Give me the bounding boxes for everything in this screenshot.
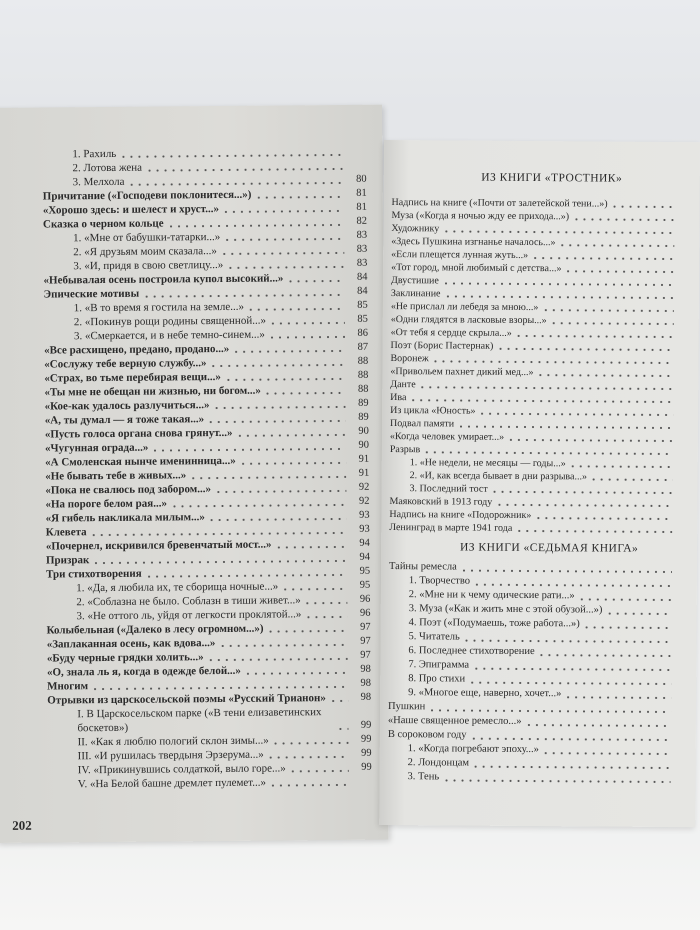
toc-entry-title: «Тот город, мной любимый с детства...» [391, 262, 562, 275]
dot-leader [423, 444, 673, 456]
dot-leader [443, 288, 673, 300]
left-book-page [0, 105, 388, 843]
dot-leader [442, 772, 670, 784]
toc-entry [390, 430, 676, 445]
dot-leader [495, 497, 672, 508]
toc-entry-title: «Пока не свалюсь под забором...» [45, 483, 212, 497]
dot-leader [478, 406, 673, 417]
dot-leader [472, 661, 671, 672]
toc-entry-title: «Хорошо здесь: и шелест и хруст...» [42, 203, 220, 217]
toc-entry [388, 686, 674, 702]
toc-entry-title: «Не бывать тебе в живых...» [45, 469, 187, 483]
toc-entry-title: 3. «Смеркается, и в небе темно-синем...» [73, 328, 265, 343]
toc-entry-title: Тайны ремесла [388, 561, 457, 573]
toc-entry-page: 81 [356, 201, 367, 213]
toc-entry-title: 3. Мелхола [72, 175, 125, 189]
dot-leader [224, 371, 346, 382]
toc-list-sedmaya-kniga [388, 560, 676, 786]
toc-entry-title: «Если плещется лунная жуть...» [391, 249, 529, 262]
toc-entry-title: «А Смоленская нынче именинница...» [45, 454, 236, 469]
toc-entry-page: 87 [357, 341, 369, 353]
dot-leader [428, 702, 671, 714]
dot-leader [473, 577, 672, 588]
dot-leader [538, 647, 672, 658]
dot-leader [336, 721, 348, 731]
toc-entry-title: 2. Лондонцам [407, 757, 470, 769]
toc-entry-title: 2. «Покинув рощи родины священной...» [73, 314, 266, 329]
toc-entry-page: 83 [356, 257, 368, 269]
toc-entry-page: 93 [359, 509, 370, 521]
toc-list-trostnik [389, 196, 677, 536]
toc-entry-page: 82 [356, 215, 368, 227]
toc-entry-title: Ленинград в марте 1941 года [389, 522, 513, 534]
toc-entry-page: 83 [356, 243, 368, 255]
dot-leader [304, 595, 348, 605]
toc-entry-page: 95 [359, 579, 371, 591]
dot-leader [611, 199, 675, 209]
toc-entry-title: «А, ты думал — я тоже такая...» [44, 413, 205, 427]
dot-leader [226, 259, 344, 270]
dot-leader [515, 328, 674, 339]
toc-entry-page: 84 [357, 285, 368, 297]
dot-leader [207, 651, 348, 662]
toc-entry-title: 1. «Не недели, не месяцы — годы...» [409, 457, 566, 470]
toc-entry-title: III. «И рушилась твердыня Эрзерума...» [77, 748, 264, 763]
toc-entry-page: 92 [358, 495, 370, 507]
dot-leader [583, 619, 672, 630]
toc-entry-title: 2. «Соблазна не было. Соблазн в тиши живет...» [76, 594, 301, 609]
toc-entry-title: 2. «Я друзьям моим сказала...» [73, 245, 217, 259]
toc-entry-page: 96 [359, 593, 371, 605]
dot-leader [419, 379, 674, 391]
dot-leader [409, 392, 673, 404]
dot-leader [208, 511, 347, 522]
toc-entry-title: IV. «Прикинувшись солдаткой, выло горе...» [77, 762, 286, 777]
toc-entry-title: 8. Про стихи [408, 673, 466, 685]
toc-entry-page: 99 [360, 733, 372, 745]
dot-leader [550, 315, 674, 326]
dot-leader [286, 273, 344, 284]
toc-entry-title: «На пороге белом рая...» [45, 497, 168, 511]
toc-entry-title: Муза («Когда я ночью жду ее прихода...») [391, 210, 570, 223]
right-book-page [379, 140, 700, 827]
toc-entry-title: V. «На Белой башне дремлет пулемет...» [77, 776, 267, 791]
dot-leader [142, 287, 345, 299]
section-heading-sedmaya-kniga: ИЗ КНИГИ «СЕДЬМАЯ КНИГА» [459, 541, 639, 555]
toc-entry-title: 9. «Многое еще, наверно, хочет...» [408, 687, 562, 700]
toc-entry-title: Пушкин [388, 701, 426, 713]
toc-entry-title: 1. «Мне от бабушки-татарки...» [73, 230, 221, 245]
toc-entry-page: 99 [361, 761, 372, 773]
dot-leader [472, 759, 671, 770]
toc-entry-title: В сороковом году [387, 729, 467, 741]
dot-leader [572, 211, 674, 222]
dot-leader [244, 665, 348, 676]
toc-entry-title: Из цикла «Юность» [390, 405, 476, 417]
dot-leader [220, 245, 344, 256]
dot-leader [145, 567, 347, 579]
toc-entry-title: «Когда человек умирает...» [389, 431, 505, 443]
dot-leader [272, 735, 349, 746]
dot-leader [304, 609, 347, 619]
toc-entry-title: «Я гибель накликала милым...» [45, 511, 205, 525]
dot-leader [189, 469, 346, 480]
dot-leader [266, 623, 347, 634]
toc-entry-title: «Кое-как удалось разлучиться...» [44, 399, 210, 413]
toc-entry-title: Причитание («Господеви поклонитеся...») [42, 188, 252, 203]
toc-entry-page: 95 [359, 565, 371, 577]
toc-entry-page: 99 [360, 719, 372, 731]
toc-entry [390, 365, 676, 380]
dot-leader [515, 523, 672, 534]
toc-entry-title: Поэт (Борис Пастернак) [390, 340, 494, 352]
toc-entry-title: Призрак [45, 554, 90, 567]
dot-leader [222, 203, 344, 214]
dot-leader [507, 432, 673, 443]
toc-entry-title: 2. Лотова жена [72, 161, 143, 175]
dot-leader [218, 637, 347, 648]
toc-entry-page: 97 [360, 649, 371, 661]
dot-leader [289, 763, 349, 774]
toc-entry-title: «Одни глядятся в ласковые взоры...» [390, 314, 547, 327]
dot-leader [460, 563, 672, 574]
toc-entry-title: 3. Последний тост [409, 483, 488, 495]
toc-entry-title: «Страх, во тьме перебирая вещи...» [44, 370, 221, 385]
toc-entry-title: 1. «Да, я любила их, те сборища ночные...» [76, 580, 279, 595]
toc-entry-page: 88 [357, 369, 369, 381]
toc-entry-title: Разрыв [389, 444, 421, 456]
toc-entry-title: Сказка о черном кольце [42, 217, 164, 231]
toc-entry-page: 83 [356, 229, 368, 241]
toc-entry [391, 339, 677, 354]
toc-entry-title: Отрывки из царскосельской поэмы «Русский Трианон» [47, 692, 326, 707]
toc-entry-title: Заклинание [390, 288, 441, 300]
toc-entry-title: «Почернел, искривился бревенчатый мост...» [45, 538, 272, 553]
dot-leader [151, 441, 346, 453]
dot-leader [469, 731, 670, 742]
toc-entry-page: 88 [357, 383, 369, 395]
toc-entry-page: 84 [356, 271, 368, 283]
toc-entry-title: Художнику [391, 223, 440, 235]
toc-entry-title: «Ты мне не обещан ни жизнью, ни богом...» [44, 384, 261, 399]
dot-leader [541, 302, 673, 313]
toc-entry-title: «Все расхищено, предано, продано...» [44, 342, 230, 357]
dot-leader [442, 275, 674, 287]
dot-leader [558, 237, 674, 248]
toc-entry-page: 81 [356, 187, 367, 199]
toc-entry-title: Ива [390, 392, 407, 404]
toc-entry-title: Три стихотворения [46, 567, 142, 581]
dot-leader [214, 483, 346, 494]
toc-entry-page: 88 [357, 355, 369, 367]
toc-entry-page: 90 [358, 439, 370, 451]
dot-leader [167, 217, 345, 229]
toc-entry-page: 89 [358, 397, 369, 409]
dot-leader [209, 357, 345, 368]
dot-leader [247, 301, 345, 312]
toc-entry-page: 86 [357, 327, 369, 339]
toc-entry-title: «Привольем пахнет дикий мед...» [390, 366, 534, 379]
toc-entry-title: 2. «Мне ни к чему одические рати...» [408, 589, 575, 602]
dot-leader [457, 419, 673, 431]
page-number: 202 [12, 817, 32, 833]
dot-leader [119, 147, 343, 159]
toc-entry-title: 3. Муза («Как и жить мне с этой обузой...») [408, 603, 603, 616]
toc-entry-title: Подвал памяти [389, 418, 455, 430]
dot-leader [590, 471, 673, 482]
dot-leader [491, 484, 673, 495]
dot-leader [329, 693, 348, 703]
toc-entry-page: 98 [360, 677, 372, 689]
toc-entry-title: Эпические мотивы [43, 287, 140, 301]
section-heading-trostnik: ИЗ КНИГИ «ТРОСТНИК» [481, 171, 623, 185]
dot-leader [281, 581, 347, 592]
dot-leader [90, 525, 347, 537]
toc-entry-title: 1. Рахиль [72, 147, 117, 161]
dot-leader [569, 458, 673, 469]
toc-entry-title: «Сослужу тебе верную службу...» [44, 357, 207, 371]
toc-entry-title: 1. Творчество [408, 575, 471, 587]
toc-entry-title: I. В Царскосельском парке («В тени елизаветинских боскетов») [77, 706, 322, 735]
toc-entry-title: II. «Как я люблю пологий склон зимы...» [77, 734, 269, 749]
toc-entry-page: 91 [358, 453, 370, 465]
dot-leader [267, 749, 349, 760]
dot-leader [92, 553, 347, 565]
toc-entry [47, 705, 371, 736]
toc-entry-title: Многим [46, 680, 89, 693]
dot-leader [531, 250, 674, 261]
dot-leader [268, 329, 345, 340]
toc-entry-title: «Заплаканная осень, как вдова...» [46, 637, 216, 651]
dot-leader [223, 231, 344, 242]
toc-entry-page: 90 [358, 425, 369, 437]
dot-leader [605, 606, 671, 616]
toc-entry-title: 3. «И, придя в свою светлицу...» [73, 258, 224, 273]
dot-leader [232, 343, 345, 354]
toc-entry-page: 85 [357, 299, 368, 311]
toc-entry-page: 80 [356, 173, 367, 185]
toc-entry-page: 97 [359, 621, 371, 633]
toc-entry-title: Надпись на книге «Подорожник» [389, 509, 532, 522]
dot-leader [274, 539, 346, 550]
toc-entry [388, 770, 674, 786]
toc-entry [389, 521, 675, 536]
dot-leader [269, 777, 349, 788]
dot-leader [564, 689, 671, 700]
toc-entry-title: 6. Последнее стихотворение [408, 645, 535, 658]
toc-entry-page: 93 [359, 523, 370, 535]
toc-entry-page: 92 [358, 481, 370, 493]
dot-leader [442, 223, 674, 235]
toc-entry-title: 2. «И, как всегда бывает в дни разрыва...» [409, 470, 588, 483]
toc-entry-page: 99 [361, 747, 372, 759]
dot-leader [534, 510, 672, 521]
toc-entry-title: «От тебя я сердце скрыла...» [390, 327, 512, 339]
dot-leader [542, 745, 671, 756]
dot-leader [536, 367, 673, 378]
toc-entry-title: Надпись на книге («Почти от залетейской тени...») [391, 197, 608, 210]
dot-leader [212, 399, 345, 410]
toc-entry-page: 98 [360, 663, 371, 675]
toc-entry-title: Клевета [45, 526, 87, 539]
dot-leader [578, 591, 672, 602]
toc-entry-title: 1. «Когда погребают эпоху...» [407, 743, 539, 756]
toc-entry-page: 94 [359, 537, 370, 549]
dot-leader [463, 633, 672, 644]
toc-entry-title: Колыбельная («Далеко в лесу огромном...») [46, 622, 264, 637]
dot-leader [468, 675, 671, 686]
dot-leader [254, 189, 343, 200]
toc-entry-page: 97 [360, 635, 371, 647]
toc-entry-title: «Не прислал ли лебедя за мною...» [390, 301, 539, 314]
toc-entry-title: Данте [390, 379, 416, 391]
toc-entry-title: 5. Читатель [408, 631, 460, 643]
dot-leader [269, 315, 345, 326]
dot-leader [524, 717, 670, 728]
left-toc-list [42, 145, 372, 792]
toc-entry-page: 94 [359, 551, 370, 563]
toc-entry-title: 3. «Не оттого ль, уйдя от легкости проклятой...» [76, 608, 302, 623]
toc-entry-title: «О, знала ль я, когда в одежде белой...» [46, 664, 241, 679]
toc-entry-title: Воронеж [390, 353, 429, 365]
dot-leader [91, 679, 348, 691]
toc-entry-title: «Здесь Пушкина изгнанье началось...» [391, 236, 556, 249]
toc-entry-title: «Буду черные грядки холить...» [46, 651, 204, 665]
toc-entry-title: 3. Тень [407, 771, 440, 783]
dot-leader [239, 455, 347, 466]
dot-leader [264, 385, 346, 396]
toc-entry-page: 85 [357, 313, 368, 325]
dot-leader [235, 427, 345, 438]
toc-entry-title: Маяковский в 1913 году [389, 496, 493, 508]
dot-leader [496, 341, 673, 352]
toc-entry [48, 775, 372, 792]
toc-entry-title: Двустишие [390, 275, 439, 287]
dot-leader [564, 263, 674, 274]
toc-entry-page: 91 [358, 467, 370, 479]
toc-entry-title: 7. Эпиграмма [408, 659, 470, 671]
dot-leader [207, 413, 346, 424]
toc-entry-title: «Пусть голоса органа снова грянут...» [44, 426, 233, 441]
toc-entry-title: 4. Поэт («Подумаешь, тоже работа...») [408, 617, 580, 630]
toc-entry-page: 89 [358, 411, 369, 423]
toc-entry-title: «Небывалая осень построила купол высокий...» [43, 272, 284, 287]
dot-leader [170, 497, 347, 509]
dot-leader [145, 161, 344, 173]
dot-leader [127, 175, 343, 187]
toc-entry-title: «Наше священное ремесло...» [387, 715, 522, 727]
dot-leader [432, 353, 674, 365]
toc-entry-title: «Чугунная ограда...» [44, 441, 149, 455]
toc-entry-page: 98 [360, 691, 372, 703]
toc-entry-page: 96 [359, 607, 371, 619]
toc-entry-title: 1. «В то время я гостила на земле...» [73, 300, 244, 315]
